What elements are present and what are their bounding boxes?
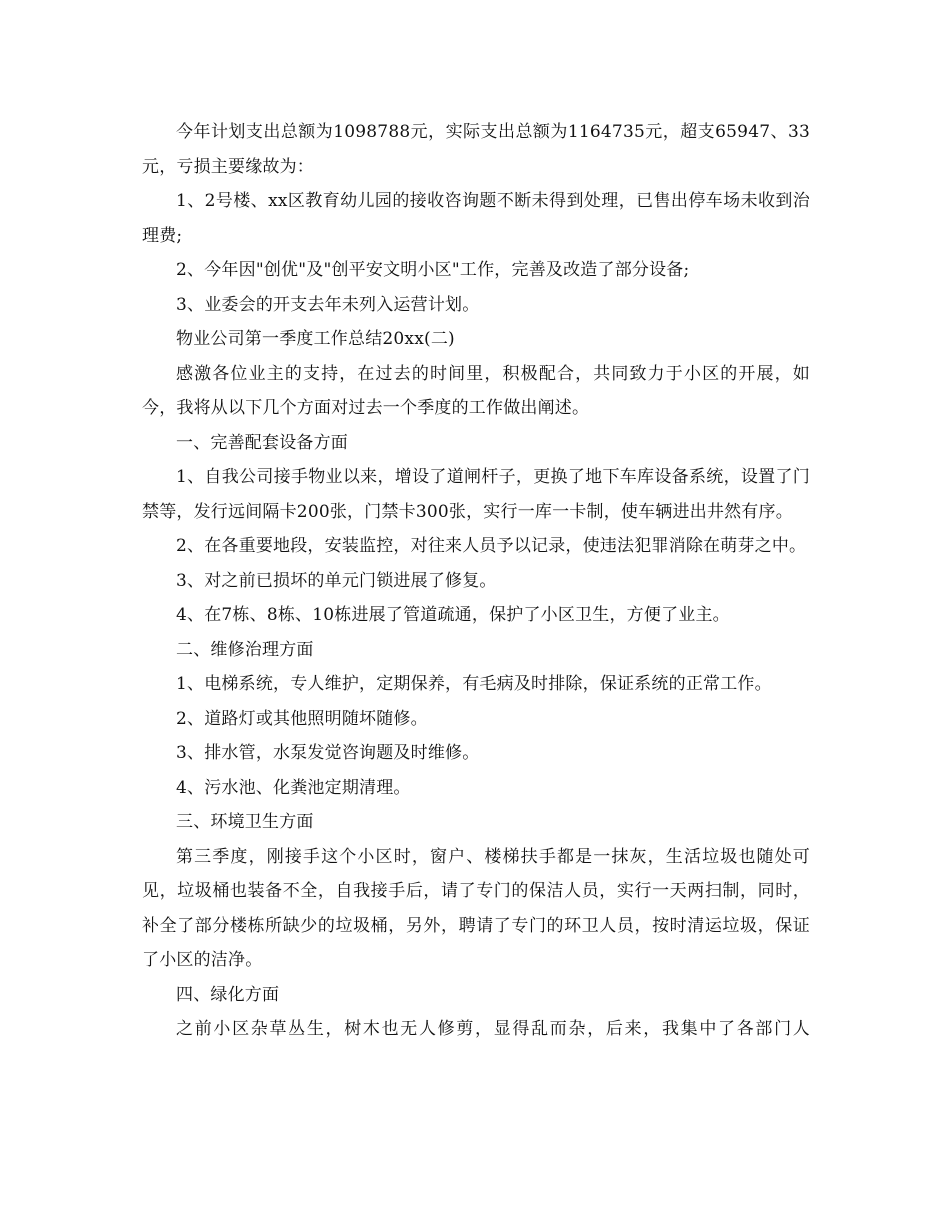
paragraph-maintenance-2: 2、道路灯或其他照明随坏随修。 bbox=[176, 708, 428, 729]
heading-maintenance: 二、维修治理方面 bbox=[176, 639, 314, 660]
paragraph-maintenance-4: 4、污水池、化粪池定期清理。 bbox=[176, 777, 411, 798]
document-page bbox=[142, 115, 810, 1047]
heading-sanitation: 三、环境卫生方面 bbox=[176, 812, 314, 832]
paragraph-sanitation: 第三季度，刚接手这个小区时，窗户、楼梯扶手都是一抹灰，生活垃圾也随处可见，垃圾桶也装备不全，自我接手后，请了专门的保洁人员，实行一天两扫制，同时，补全了部分楼栋所缺少的垃圾桶，另外，聘请了专门的环卫人员，按时清运垃圾，保证了小区的洁净。 bbox=[142, 846, 810, 970]
paragraph-greening: 之前小区杂草丛生，树木也无人修剪，显得乱而杂，后来，我集中了各部门人 bbox=[176, 1019, 810, 1039]
paragraph-facilities-3: 3、对之前已损坏的单元门锁进展了修复。 bbox=[176, 570, 497, 591]
paragraph-maintenance-3: 3、排水管，水泵发觉咨询题及时维修。 bbox=[176, 743, 480, 763]
paragraph-budget-summary: 今年计划支出总额为1098788元，实际支出总额为1164735元，超支65947、33元，亏损主要缘故为： bbox=[142, 122, 810, 177]
paragraph-facilities-1: 1、自我公司接手物业以来，增设了道闸杆子，更换了地下车库设备系统，设置了门禁等，发行远间隔卡200张，门禁卡300张，实行一库一卡制，使车辆进出井然有序。 bbox=[142, 467, 810, 522]
paragraph-facilities-4: 4、在7栋、8栋、10栋进展了管道疏通，保护了小区卫生，方便了业主。 bbox=[176, 605, 730, 625]
paragraph-facilities-2: 2、在各重要地段，安装监控，对往来人员予以记录，使违法犯罪消除在萌芽之中。 bbox=[176, 536, 807, 556]
paragraph-reason-1: 1、2号楼、xx区教育幼儿园的接收咨询题不断未得到处理，已售出停车场未收到治理费; bbox=[142, 191, 810, 246]
paragraph-maintenance-1: 1、电梯系统，专人维护，定期保养，有毛病及时排除，保证系统的正常工作。 bbox=[176, 674, 772, 694]
heading-facilities: 一、完善配套设备方面 bbox=[176, 432, 348, 453]
heading-greening: 四、绿化方面 bbox=[176, 984, 280, 1005]
paragraph-reason-2: 2、今年因"创优"及"创平安文明小区"工作，完善及改造了部分设备; bbox=[176, 260, 690, 280]
paragraph-reason-3: 3、业委会的开支去年未列入运营计划。 bbox=[176, 294, 480, 315]
paragraph-intro: 感激各位业主的支持，在过去的时间里，积极配合，共同致力于小区的开展，如今，我将从以下几个方面对过去一个季度的工作做出阐述。 bbox=[142, 363, 810, 418]
section-title: 物业公司第一季度工作总结20xx(二) bbox=[176, 329, 455, 349]
